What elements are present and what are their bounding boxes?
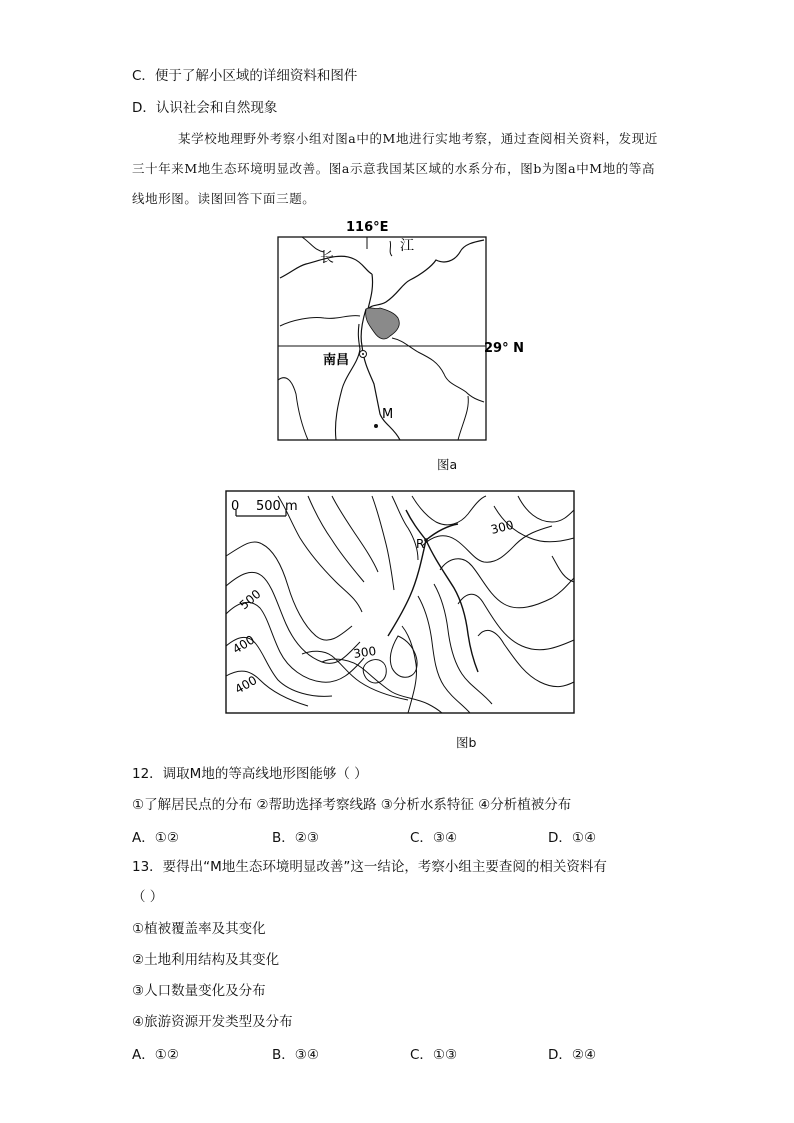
map-b-caption: 图b (456, 735, 477, 750)
contour-label-2: 500 (236, 586, 264, 613)
river-branch-n (390, 241, 392, 256)
map-a-caption: 图a (437, 457, 458, 472)
river-label-jiang: 江 (400, 238, 414, 254)
yangtze-river-east (368, 240, 484, 309)
map-a-lat-label: 29° N (484, 341, 524, 356)
contour-lines (226, 496, 574, 713)
nanchang-label: 南昌 (323, 353, 350, 368)
contour-label-4: 300 (352, 643, 378, 661)
point-r-dot (424, 538, 428, 542)
nanchang-marker-dot (362, 353, 364, 355)
q13-item-2: ②土地利用结构及其变化 (132, 952, 280, 968)
contour-label-5: 400 (232, 673, 260, 697)
q13-item-4: ④旅游资源开发类型及分布 (132, 1014, 293, 1030)
q13-paren: （ ） (132, 889, 164, 905)
contour-label-3: 400 (230, 632, 258, 657)
q12-stem: 12．调取M地的等高线地形图能够（ ） (132, 766, 368, 782)
q13-option-a[interactable]: A．①② (132, 1047, 179, 1063)
q13-option-b[interactable]: B．③④ (272, 1047, 319, 1063)
q12-option-c[interactable]: C．③④ (410, 830, 458, 846)
river-label-chang: 长 (320, 250, 334, 266)
q13-stem: 13．要得出“M地生态环境明显改善”这一结论，考察小组主要查阅的相关资料有 (132, 859, 607, 875)
river-sw-branch (278, 378, 308, 440)
map-a-lon-label: 116°E (346, 220, 389, 235)
poyang-lake (366, 308, 400, 339)
contour-label-1: 300 (489, 517, 515, 537)
q13-item-1: ①植被覆盖率及其变化 (132, 921, 266, 937)
q12-option-d[interactable]: D．①④ (548, 830, 597, 846)
scale-label: 500 m (256, 499, 298, 514)
q13-item-3: ③人口数量变化及分布 (132, 983, 266, 999)
river-east-tributary (392, 338, 484, 402)
map-b (222, 486, 578, 718)
river-se-branch (458, 396, 468, 440)
scale-zero: 0 (231, 499, 240, 514)
intro-text: 某学校地理野外考察小组对图a中的M地进行实地考察，通过查阅相关资料，发现近三十年来M地生态环境明显改善。图a示意我国某区域的水系分布，图b为图a中M地的等高线地形图。读图回答下面三题。 (132, 131, 658, 206)
q13-option-c[interactable]: C．①③ (410, 1047, 458, 1063)
map-a (262, 214, 532, 460)
option-c-line: C．便于了解小区域的详细资料和图件 (132, 68, 358, 84)
option-d-line: D．认识社会和自然现象 (132, 100, 278, 116)
m-label: M (382, 407, 394, 422)
q12-option-b[interactable]: B．②③ (272, 830, 319, 846)
q12-option-a[interactable]: A．①② (132, 830, 179, 846)
river-west-tributary (280, 316, 360, 326)
q12-items: ①了解居民点的分布 ②帮助选择考察线路 ③分析水系特征 ④分析植被分布 (132, 797, 572, 813)
q13-option-d[interactable]: D．②④ (548, 1047, 597, 1063)
river-west-branch (335, 324, 360, 440)
m-point (374, 424, 378, 428)
intro-paragraph (132, 124, 662, 214)
point-r-label: R (416, 537, 425, 551)
